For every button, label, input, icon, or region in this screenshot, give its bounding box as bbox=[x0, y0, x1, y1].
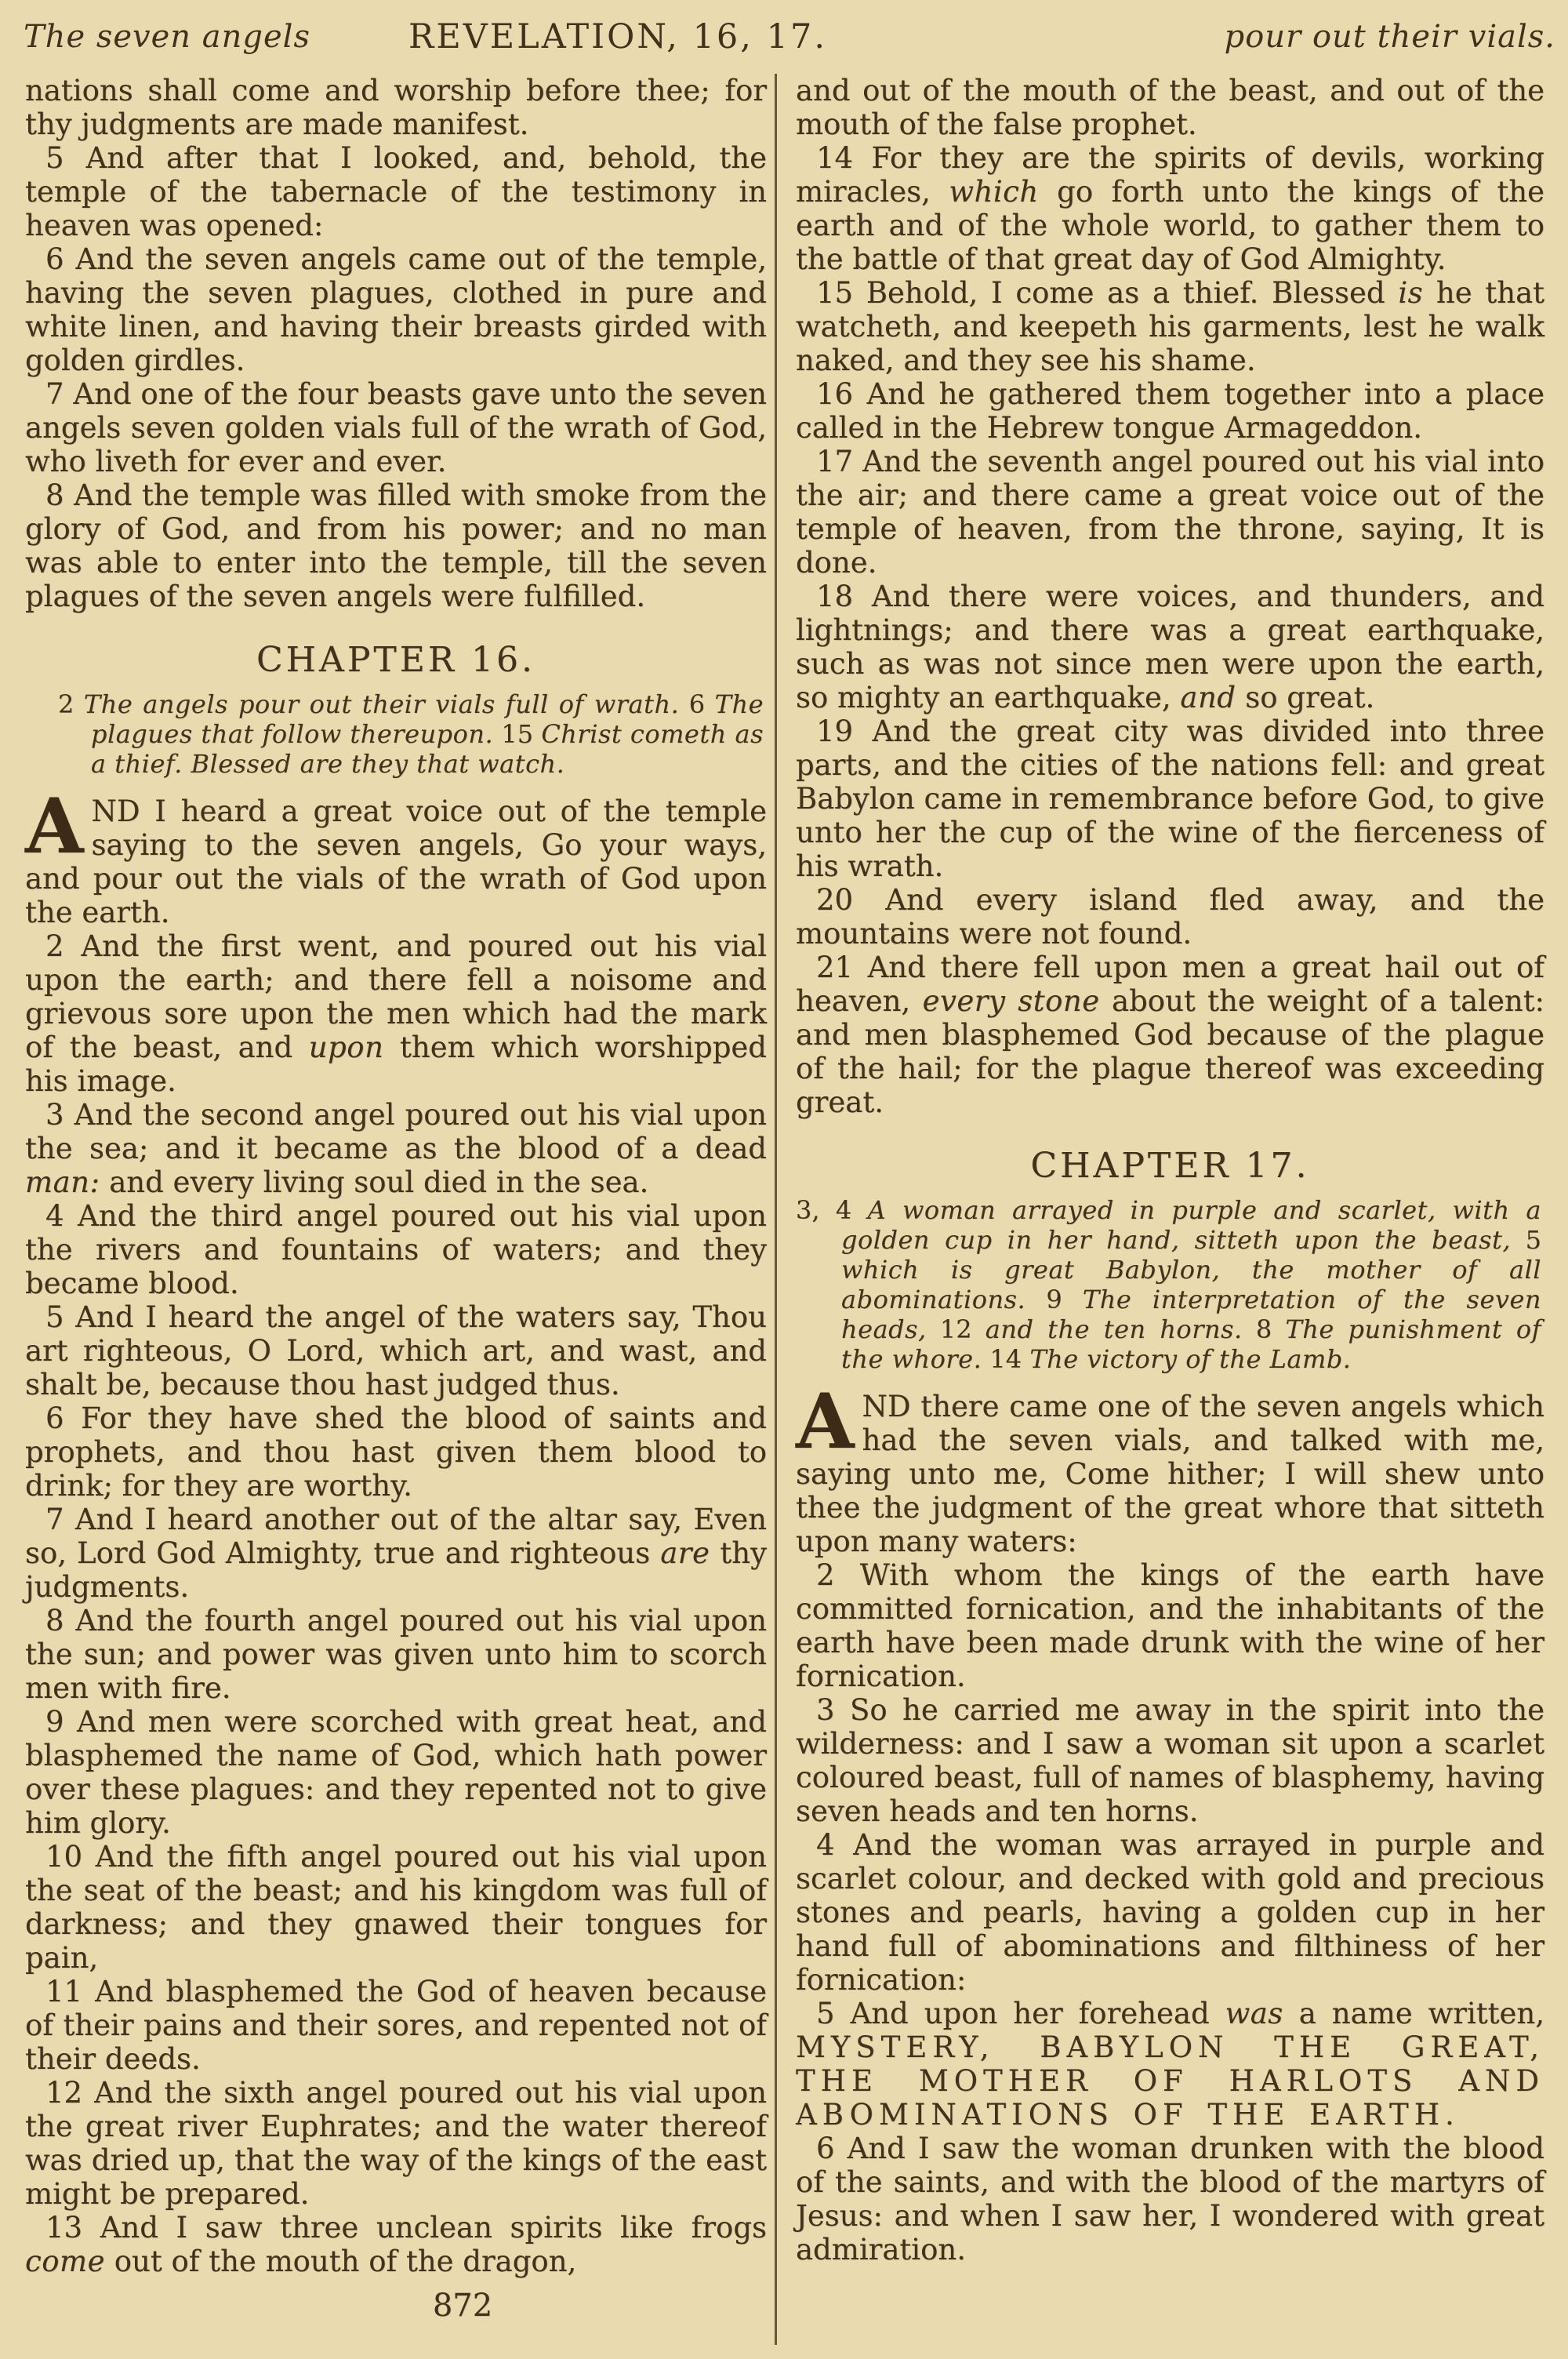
verse-16-9: 9 And men were scorched with great heat, and blasphemed the name of God, which hath power over these plagues: and they repented not to give him glory. bbox=[25, 1705, 767, 1840]
verse-16-21: 21 And there fell upon men a great hail out of heaven, every stone about the weight of a talent: and men blasphemed God because of the plague of the hail; for the plague thereof was exceeding great. bbox=[796, 951, 1545, 1119]
chapter-17-summary: 3, 4 A woman arrayed in purple and scarlet, with a golden cup in her hand, sitteth upon the beast, 5 which is great Babylon, the mother of all abominations. 9 The interpretation of the seven heads, 12 and the ten horns. 8 The punishment of the whore. 14 The victory of the Lamb. bbox=[796, 1195, 1542, 1374]
verse-16-2: 2 And the first went, and poured out his vial upon the earth; and there fell a noisome and grievous sore upon the men which had the mark of the beast, and upon them which worshipped his image. bbox=[25, 929, 767, 1098]
verse-17-1: AND there came one of the seven angels which had the seven vials, and talked with me, saying unto me, Come hither; I will shew unto thee the judgment of the great whore that sitteth upon many waters: bbox=[796, 1377, 1544, 1558]
verse-15-4-continuation: nations shall come and worship before thee; for thy judgments are made manifest. bbox=[25, 74, 767, 141]
verse-16-20: 20 And every island fled away, and the mountains were not found. bbox=[796, 883, 1544, 951]
verse-17-4: 4 And the woman was arrayed in purple and scarlet colour, and decked with gold and precious stones and pearls, having a golden cup in her hand full of abominations and filthiness of her fornication: bbox=[796, 1828, 1544, 1997]
verse-15-6: 6 And the seven angels came out of the temple, having the seven plagues, clothed in pure and white linen, and having their breasts girded with golden girdles. bbox=[25, 242, 767, 377]
verse-16-7: 7 And I heard another out of the altar say, Even so, Lord God Almighty, true and righteous are thy judgments. bbox=[25, 1503, 767, 1604]
running-head-title: REVELATION, 16, 17. bbox=[408, 17, 828, 56]
drop-cap-initial: A bbox=[796, 1377, 855, 1466]
verse-16-13: 13 And I saw three unclean spirits like frogs come out of the mouth of the dragon, bbox=[25, 2211, 767, 2278]
text-columns bbox=[25, 74, 1544, 2345]
running-head-left: The seven angels bbox=[24, 19, 310, 55]
verse-15-8: 8 And the temple was filled with smoke from the glory of God, and from his power; and no man was able to enter into the temple, till the seven plagues of the seven angels were fulfilled. bbox=[25, 478, 767, 613]
drop-cap-initial: A bbox=[25, 782, 84, 871]
page-number: 872 bbox=[432, 2288, 493, 2324]
verse-16-6: 6 For they have shed the blood of saints and prophets, and thou hast given them blood to drink; for they are worthy. bbox=[25, 1401, 767, 1503]
running-head bbox=[0, 19, 1568, 63]
verse-16-17: 17 And the seventh angel poured out his vial into the air; and there came a great voice out of the temple of heaven, from the throne, saying, It is done. bbox=[796, 445, 1544, 580]
right-column bbox=[796, 74, 1544, 2266]
left-column bbox=[25, 74, 767, 2324]
verse-16-5: 5 And I heard the angel of the waters say, Thou art righteous, O Lord, which art, and wast, and shalt be, because thou hast judged thus. bbox=[25, 1300, 767, 1401]
verse-16-11: 11 And blasphemed the God of heaven because of their pains and their sores, and repented not of their deeds. bbox=[25, 1975, 767, 2076]
verse-17-2: 2 With whom the kings of the earth have committed fornication, and the inhabitants of the earth have been made drunk with the wine of her fornication. bbox=[796, 1558, 1544, 1693]
verse-17-3: 3 So he carried me away in the spirit into the wilderness: and I saw a woman sit upon a scarlet coloured beast, full of names of blasphemy, having seven heads and ten horns. bbox=[796, 1693, 1544, 1828]
chapter-17-heading: CHAPTER 17. bbox=[1030, 1146, 1310, 1186]
verse-15-5: 5 And after that I looked, and, behold, the temple of the tabernacle of the testimony in heaven was opened: bbox=[25, 141, 767, 242]
verse-15-7: 7 And one of the four beasts gave unto the seven angels seven golden vials full of the wrath of God, who liveth for ever and ever. bbox=[25, 377, 767, 478]
running-head-right: pour out their vials. bbox=[1224, 19, 1555, 55]
verse-16-10: 10 And the fifth angel poured out his vial upon the seat of the beast; and his kingdom was full of darkness; and they gnawed their tongues for pain, bbox=[25, 1840, 767, 1975]
verse-16-16: 16 And he gathered them together into a place called in the Hebrew tongue Armageddon. bbox=[796, 377, 1544, 445]
chapter-16-summary: 2 The angels pour out their vials full of wrath. 6 The plagues that follow thereupon. 15 Christ cometh as a thief. Blessed are they that watch. bbox=[58, 689, 764, 779]
verse-16-13-continuation: and out of the mouth of the beast, and out of the mouth of the false prophet. bbox=[796, 74, 1544, 141]
verse-16-15: 15 Behold, I come as a thief. Blessed is he that watcheth, and keepeth his garments, lest he walk naked, and they see his shame. bbox=[796, 276, 1544, 377]
verse-16-12: 12 And the sixth angel poured out his vial upon the great river Euphrates; and the water thereof was dried up, that the way of the kings of the east might be prepared. bbox=[25, 2076, 767, 2211]
verse-16-1: AND I heard a great voice out of the temple saying to the seven angels, Go your ways, and pour out the vials of the wrath of God upon the earth. bbox=[25, 782, 767, 929]
verse-17-6: 6 And I saw the woman drunken with the blood of the saints, and with the blood of the martyrs of Jesus: and when I saw her, I wondered with great admiration. bbox=[796, 2132, 1544, 2266]
chapter-16-heading: CHAPTER 16. bbox=[256, 640, 535, 680]
verse-16-8: 8 And the fourth angel poured out his vial upon the sun; and power was given unto him to scorch men with fire. bbox=[25, 1604, 767, 1705]
verse-16-4: 4 And the third angel poured out his vial upon the rivers and fountains of waters; and they became blood. bbox=[25, 1199, 767, 1300]
verse-17-5: 5 And upon her forehead was a name written, MYSTERY, BABYLON THE GREAT, THE MOTHER OF HARLOTS AND ABOMINATIONS OF THE EARTH. bbox=[796, 1997, 1544, 2132]
verse-16-3: 3 And the second angel poured out his vial upon the sea; and it became as the blood of a dead man: and every living soul died in the sea. bbox=[25, 1098, 767, 1199]
verse-16-18: 18 And there were voices, and thunders, and lightnings; and there was a great earthquake, such as was not since men were upon the earth, so mighty an earthquake, and so great. bbox=[796, 580, 1544, 714]
column-divider-rule bbox=[775, 74, 777, 2345]
inscription-capitals: MYSTERY, BABYLON THE GREAT, THE MOTHER OF HARLOTS AND ABOMINATIONS OF THE EARTH. bbox=[796, 2030, 1544, 2132]
verse-16-19: 19 And the great city was divided into three parts, and the cities of the nations fell: and great Babylon came in remembrance before God, to give unto her the cup of the wine of the fierceness of his wrath. bbox=[796, 714, 1544, 883]
verse-16-14: 14 For they are the spirits of devils, working miracles, which go forth unto the kings of the earth and of the whole world, to gather them to the battle of that great day of God Almighty. bbox=[796, 141, 1544, 276]
